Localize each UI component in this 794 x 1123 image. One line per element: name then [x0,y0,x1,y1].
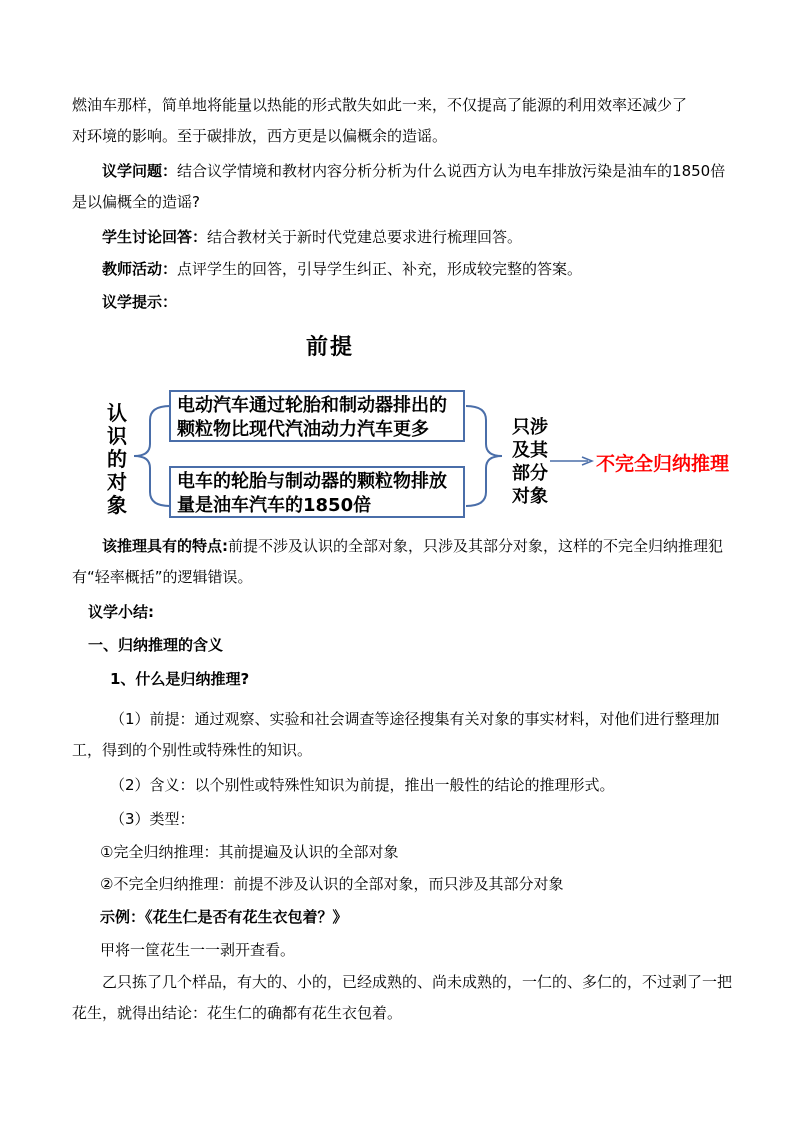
teacher-text: 点评学生的回答，引导学生纠正、补充，形成较完整的答案。 [177,260,583,278]
object-label-char: 识 [107,424,127,448]
scope-line: 只涉 [512,417,548,438]
discussion-label: 学生讨论回答： [102,228,208,246]
object-label-char: 认 [107,401,127,425]
example-heading: 示例：《花生仁是否有花生衣包着？》 [100,908,348,926]
type-incomplete: ②不完全归纳推理：前提不涉及认识的全部对象，而只涉及其部分对象 [100,875,564,893]
scope-label [502,416,558,508]
question-paragraph [72,156,732,218]
left-bracket [134,406,170,506]
discussion-text: 结合教材关于新时代党建总要求进行梳理回答。 [207,228,523,246]
feature-paragraph [72,531,732,593]
intro-line-1: 燃油车那样，简单地将能量以热能的形式散失如此一来，不仅提高了能源的利用效率还减少了 [72,96,688,114]
right-bracket [466,406,502,506]
teacher-paragraph [72,254,732,285]
hint-label: 议学提示： [102,293,178,311]
object-label-char: 象 [107,493,127,517]
question-text: 结合议学情境和教材内容分析分析为什么说西方认为电车排放污染是油车的1850倍是以偏概全的造谣? [72,162,726,211]
example-b: 乙只拣了几个样品，有大的、小的，已经成熟的、尚未成熟的，一仁的、多仁的，不过剥了一把花生，就得出结论：花生仁的确都有花生衣包着。 [72,973,733,1022]
discussion-paragraph [72,222,732,253]
scope-line: 对象 [512,486,548,507]
object-label [104,402,130,517]
premise-box-1: 电动汽车通过轮胎和制动器排出的颗粒物比现代汽油动力汽车更多 [169,390,465,442]
feature-text: 前提不涉及认识的全部对象，只涉及其部分对象，这样的不完全归纳推理犯有“轻率概括”的逻辑错误。 [72,537,724,586]
arrow-head [582,457,592,465]
type-complete: ①完全归纳推理：其前提遍及认识的全部对象 [100,843,399,861]
point-premise: （1）前提：通过观察、实验和社会调查等途径搜集有关对象的事实材料，对他们进行整理加工，得到的个别性或特殊性的知识。 [72,710,720,759]
premise-box-2: 电车的轮胎与制动器的颗粒物排放量是油车汽车的1850倍 [169,466,465,518]
object-label-char: 对 [107,470,127,494]
section-heading-1: 一、归纳推理的含义 [88,636,224,654]
feature-label: 该推理具有的特点: [102,537,228,555]
example-a: 甲将一筐花生一一剥开查看。 [100,941,296,959]
intro-paragraph [72,90,732,152]
diagram-title: 前提 [305,335,354,360]
scope-line: 部分 [512,463,548,484]
summary-label: 议学小结: [88,603,154,621]
point-types: （3）类型： [110,810,195,828]
subsection-heading-1: 1、什么是归纳推理? [110,670,250,688]
question-label: 议学问题： [102,162,178,180]
point-meaning: （2）含义：以个别性或特殊性知识为前提，推出一般性的结论的推理形式。 [110,776,615,794]
intro-line-2: 对环境的影响。至于碳排放，西方更是以偏概余的造谣。 [72,127,448,145]
scope-line: 及其 [512,440,548,461]
result-label: 不完全归纳推理 [596,453,730,475]
teacher-label: 教师活动： [102,260,178,278]
object-label-char: 的 [107,447,127,471]
